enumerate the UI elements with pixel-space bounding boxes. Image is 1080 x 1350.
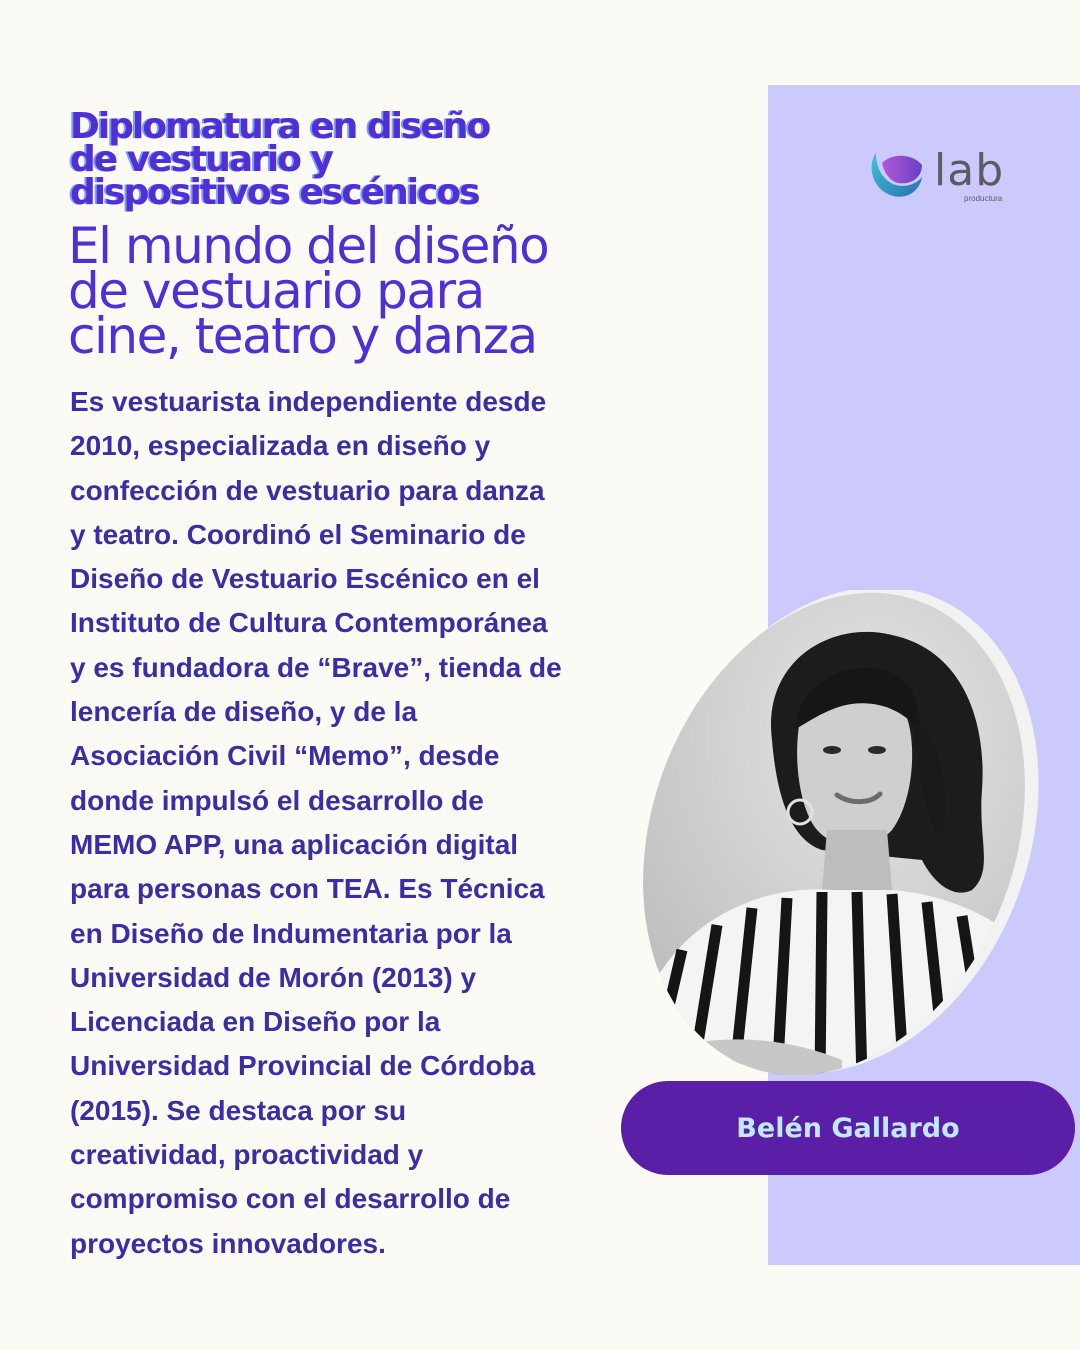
bio-text: Es vestuarista independiente desde 2010, especializada en diseño y confección de vestuario para danza y teatro. Coordinó el Seminario de Diseño de Vestuario Escénico en el Instituto de Cultura Contemporánea y es fundadora de “Brave”, tienda de lencería de diseño, y de la Asociación Civil “Memo”, desde donde impulsó el desarrollo de MEMO APP, una aplicación digital para personas con TEA. Es Técnica en Diseño de Indumentaria por la Universidad de Morón (2013) y Licenciada en Diseño por la Universidad Provincial de Córdoba (2015). Se destaca por su creatividad, proactividad y compromiso con el desarrollo de proyectos innovadores. xyxy=(70,386,562,1259)
portrait-photo xyxy=(622,590,1042,1080)
headline: El mundo del diseño de vestuario para cine, teatro y danza xyxy=(68,217,549,365)
program-title: Diplomatura en diseño de vestuario y dispositivos escénicos xyxy=(70,106,490,213)
person-name: Belén Gallardo xyxy=(736,1112,960,1144)
logo-word: lab xyxy=(934,145,1005,196)
logo-subtitle: productura xyxy=(964,194,1003,203)
name-badge xyxy=(621,1081,1075,1175)
lab-logo-icon xyxy=(868,147,924,199)
brand-logo xyxy=(868,145,1018,215)
